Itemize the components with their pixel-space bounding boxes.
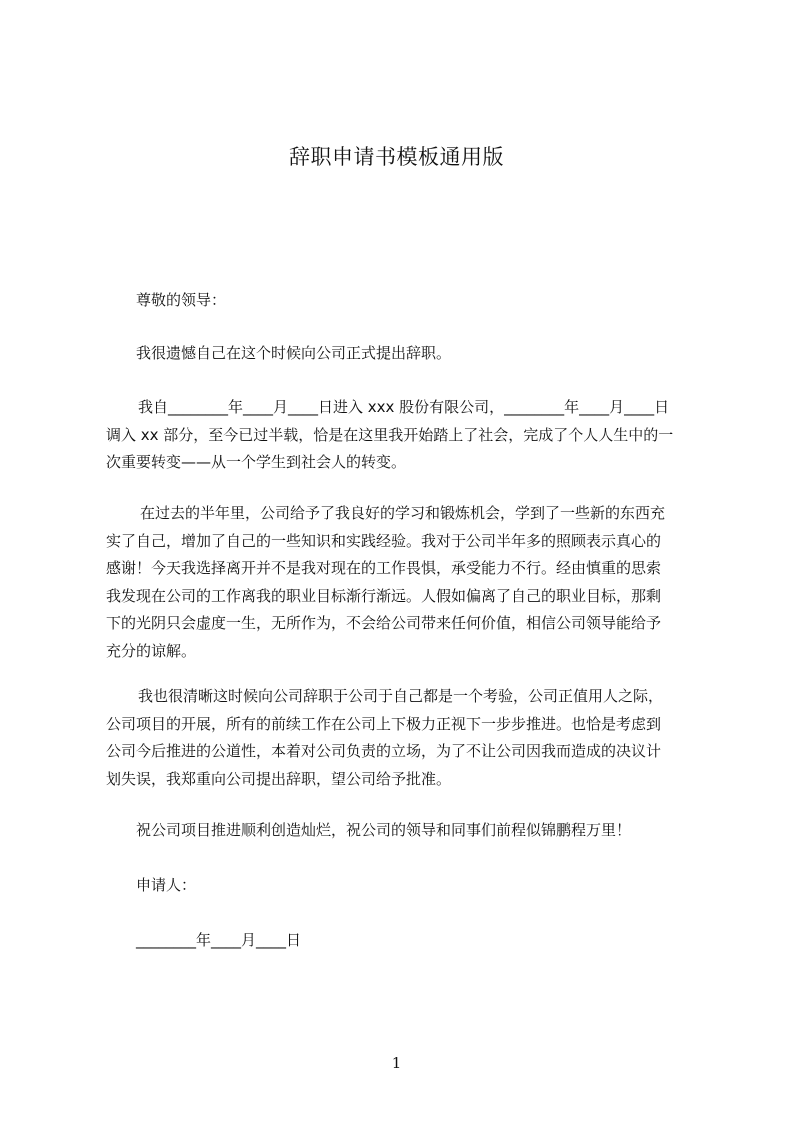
closing-text: 祝公司项目推进顺利创造灿烂，祝公司的领导和同事们前程似锦鹏程万里！ [136,821,632,839]
paragraph-line: 我也很清晰这时候向公司辞职于公司于自己都是一个考验，公司正值用人之际， [138,687,664,705]
paragraph-line: 感谢！今天我选择离开并不是我对现在的工作畏惧，承受能力不行。经由慎重的思索 [106,559,662,577]
salutation-text: 尊敬的领导： [136,291,227,309]
paragraph-line: 充分的谅解。 [106,641,197,660]
intro-paragraph [106,340,702,368]
intro-text: 我很遗憾自己在这个时候向公司正式提出辞职。 [136,344,452,362]
paragraph-line: 公司项目的开展，所有的前续工作在公司上下极力正视下一步步推进。也恰是考虑到 [106,714,662,733]
document-title: 辞职申请书模板通用版 [289,145,504,169]
date-line: ________年____月____日 [136,931,302,949]
paragraph-line: 我自________年____月____日进入 xxx 股份有限公司，________年____月____日 [138,398,670,416]
paragraph-line: 划失误，我郑重向公司提出辞职，望公司给予批准。 [106,769,452,788]
date-block [106,927,702,955]
paragraph-line: 公司今后推进的公道性，本着对公司负责的立场，为了不让公司因我而造成的决议计 [106,742,662,760]
paragraph-consideration [106,683,702,793]
paragraph-line: 调入 xx 部分，至今已过半载，恰是在这里我开始踏上了社会，完成了个人人生中的一 [106,425,674,444]
paragraph-line: 次重要转变——从一个学生到社会人的转变。 [106,453,407,471]
paragraph-line: 在过去的半年里，公司给予了我良好的学习和锻炼机会，学到了一些新的东西充 [140,504,666,522]
applicant-block [106,872,702,900]
paragraph-line: 我发现在公司的工作离我的职业目标渐行渐远。人假如偏离了自己的职业目标，那剩 [106,586,662,605]
paragraph-line: 下的光阴只会虚度一生，无所作为，不会给公司带来任何价值，相信公司领导能给予 [106,614,662,632]
paragraph-reason [106,500,702,665]
paragraph-line: 实了自己，增加了自己的一些知识和实践经验。我对于公司半年多的照顾表示真心的 [106,531,662,550]
paragraph-employment [106,394,702,477]
salutation [106,287,702,315]
page-number: 1 [391,1054,402,1072]
applicant-label: 申请人： [136,876,197,894]
closing-paragraph [106,817,702,845]
